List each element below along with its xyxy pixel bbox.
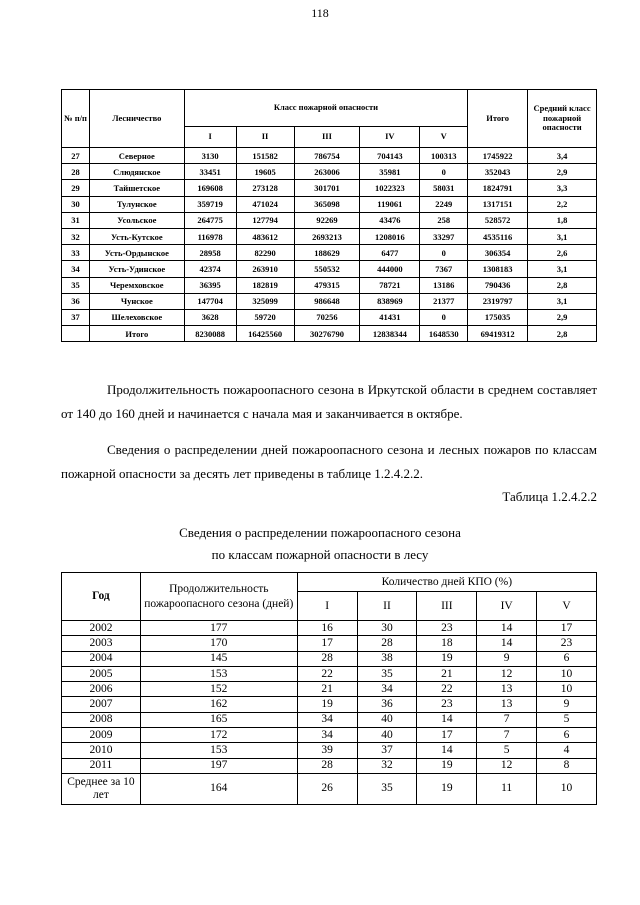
table-cell: 2009 (62, 728, 141, 743)
table-cell: 352043 (468, 164, 528, 180)
table-cell: 59720 (236, 309, 294, 325)
paragraph-distribution-info (61, 438, 597, 486)
table-cell: Среднее за 10 лет (62, 773, 141, 804)
table-cell: 1308183 (468, 261, 528, 277)
table-cell: Слюдянское (89, 164, 184, 180)
table-cell: 29 (62, 180, 90, 196)
table-cell: 4 (537, 743, 597, 758)
table-row (62, 164, 597, 180)
table-cell: 82290 (236, 245, 294, 261)
table-cell: 2,8 (528, 326, 597, 342)
table-cell: 2010 (62, 743, 141, 758)
table-cell: 2011 (62, 758, 141, 773)
table-cell: 3,1 (528, 228, 597, 244)
table-cell: Чунское (89, 293, 184, 309)
col-header-duration: Продолжительность пожароопасного сезона (дней) (140, 573, 297, 621)
table-caption: Таблица 1.2.4.2.2 (502, 489, 597, 504)
col-header-class-3: III (294, 127, 360, 148)
col-header-total: Итого (468, 90, 528, 148)
table-row (62, 636, 597, 651)
table-row (62, 228, 597, 244)
table-cell: 13186 (420, 277, 468, 293)
table-row (62, 148, 597, 164)
table-cell: 127794 (236, 212, 294, 228)
table-cell: 40 (357, 712, 417, 727)
table-row (62, 651, 597, 666)
table-cell: 2693213 (294, 228, 360, 244)
table-cell: Тайшетское (89, 180, 184, 196)
table-cell: Итого (89, 326, 184, 342)
table-cell: 365098 (294, 196, 360, 212)
table-title-line-2: по классам пожарной опасности в лесу (211, 547, 429, 562)
table-cell: 263006 (294, 164, 360, 180)
table-cell: Усть-Кутское (89, 228, 184, 244)
table-cell: Усть-Ордынское (89, 245, 184, 261)
table-cell: 169608 (184, 180, 236, 196)
table-cell: 30 (357, 621, 417, 636)
table-cell: 1022323 (360, 180, 420, 196)
table-cell: 2008 (62, 712, 141, 727)
table-cell: 2,9 (528, 164, 597, 180)
table-cell: 8 (537, 758, 597, 773)
table-cell: 35 (62, 277, 90, 293)
table-cell: 19 (417, 758, 477, 773)
table-row (62, 293, 597, 309)
table-cell: 19 (297, 697, 357, 712)
table-cell: 301701 (294, 180, 360, 196)
col-header-fire-class-group: Класс пожарной опасности (184, 90, 467, 127)
table-cell: 37 (62, 309, 90, 325)
table-cell: 34 (357, 682, 417, 697)
table-cell: 21377 (420, 293, 468, 309)
table-cell: 790436 (468, 277, 528, 293)
col-header-avg-class: Средний класс пожарной опасности (528, 90, 597, 148)
col-header-class-2: II (236, 127, 294, 148)
table-cell: 70256 (294, 309, 360, 325)
col-header-class-5: V (420, 127, 468, 148)
table-cell: 119061 (360, 196, 420, 212)
table-cell: 258 (420, 212, 468, 228)
table-cell: 182819 (236, 277, 294, 293)
table-cell: 27 (62, 148, 90, 164)
table-cell: 4535116 (468, 228, 528, 244)
table-row (62, 682, 597, 697)
table-cell: 188629 (294, 245, 360, 261)
table-cell: 12 (477, 758, 537, 773)
table-cell: 23 (417, 621, 477, 636)
table-cell: 147704 (184, 293, 236, 309)
table-row (62, 666, 597, 681)
table-row (62, 261, 597, 277)
table-cell (62, 326, 90, 342)
fire-season-distribution-table (61, 572, 597, 805)
table-cell: 2005 (62, 666, 141, 681)
table-cell: 152 (140, 682, 297, 697)
table-cell: 30 (62, 196, 90, 212)
col-header-year: Год (62, 573, 141, 621)
table-cell: Тулунское (89, 196, 184, 212)
table-cell: 444000 (360, 261, 420, 277)
table-cell: 2006 (62, 682, 141, 697)
table-cell: 479315 (294, 277, 360, 293)
table-cell: 2,2 (528, 196, 597, 212)
table-cell: 483612 (236, 228, 294, 244)
col-header-class-1: I (184, 127, 236, 148)
table-cell: 172 (140, 728, 297, 743)
table-cell: 35 (357, 666, 417, 681)
table-cell: Шелеховское (89, 309, 184, 325)
table-cell: 177 (140, 621, 297, 636)
table-row (62, 728, 597, 743)
table-cell: 17 (417, 728, 477, 743)
table-cell: 164 (140, 773, 297, 804)
table-cell: 10 (537, 773, 597, 804)
table-cell: 38 (357, 651, 417, 666)
table-cell: 69419312 (468, 326, 528, 342)
table-cell: 10 (537, 666, 597, 681)
table-cell: 26 (297, 773, 357, 804)
table-cell: 6 (537, 728, 597, 743)
table-cell: 6 (537, 651, 597, 666)
table-cell: 22 (417, 682, 477, 697)
table-cell: 7 (477, 728, 537, 743)
table-cell: 0 (420, 309, 468, 325)
col-header-class-4: IV (360, 127, 420, 148)
table-cell: 7 (477, 712, 537, 727)
table-cell: 23 (537, 636, 597, 651)
table-cell: 359719 (184, 196, 236, 212)
table-cell: 12 (477, 666, 537, 681)
table-cell: 170 (140, 636, 297, 651)
table-row (62, 277, 597, 293)
table-cell: 40 (357, 728, 417, 743)
table-cell: 550532 (294, 261, 360, 277)
table-cell: 78721 (360, 277, 420, 293)
table-cell: 92269 (294, 212, 360, 228)
table-cell: 838969 (360, 293, 420, 309)
table-cell: 18 (417, 636, 477, 651)
table-cell: 37 (357, 743, 417, 758)
table-cell: 263910 (236, 261, 294, 277)
table-cell: 36 (62, 293, 90, 309)
table-cell: Черемховское (89, 277, 184, 293)
table-row (62, 758, 597, 773)
table-cell: 41431 (360, 309, 420, 325)
table-cell: 2,9 (528, 309, 597, 325)
table-cell: 273128 (236, 180, 294, 196)
table-cell: 162 (140, 697, 297, 712)
table-average-row (62, 773, 597, 804)
table-cell: 1745922 (468, 148, 528, 164)
table-cell: 21 (297, 682, 357, 697)
table-cell: 0 (420, 245, 468, 261)
table-cell: 100313 (420, 148, 468, 164)
table-cell: 5 (537, 712, 597, 727)
table-cell: 175035 (468, 309, 528, 325)
col-header-kpo-4: IV (477, 592, 537, 621)
col-header-kpo-2: II (357, 592, 417, 621)
table-cell: Северное (89, 148, 184, 164)
table-cell: 306354 (468, 245, 528, 261)
table-cell: 36 (357, 697, 417, 712)
table-cell: 3,1 (528, 261, 597, 277)
table-cell: 28 (62, 164, 90, 180)
table-cell: 14 (417, 712, 477, 727)
table-cell: 1,8 (528, 212, 597, 228)
table-cell: 5 (477, 743, 537, 758)
table-cell: 2,8 (528, 277, 597, 293)
table-cell: 21 (417, 666, 477, 681)
table-cell: 0 (420, 164, 468, 180)
table-row (62, 180, 597, 196)
table-cell: 2003 (62, 636, 141, 651)
table-cell: 151582 (236, 148, 294, 164)
table-cell: 9 (477, 651, 537, 666)
table-cell: 116978 (184, 228, 236, 244)
col-header-forestry: Лесничество (89, 90, 184, 148)
table-cell: 6477 (360, 245, 420, 261)
table-row (62, 309, 597, 325)
page-number: 118 (311, 6, 329, 20)
table-cell: 786754 (294, 148, 360, 164)
table-cell: 3130 (184, 148, 236, 164)
table-cell: 7367 (420, 261, 468, 277)
table-cell: 17 (297, 636, 357, 651)
table-cell: 32 (357, 758, 417, 773)
table-cell: 1824791 (468, 180, 528, 196)
table-cell: 34 (62, 261, 90, 277)
table-cell: 58031 (420, 180, 468, 196)
table-cell: 11 (477, 773, 537, 804)
table-cell: 2007 (62, 697, 141, 712)
table-cell: 2002 (62, 621, 141, 636)
table-cell: 16425560 (236, 326, 294, 342)
paragraph-text: Сведения о распределении дней пожароопасного сезона и лесных пожаров по классам пожарной опасности за десять лет приведены в таблице 1.2.4.2.2. (61, 442, 597, 481)
table-cell: 31 (62, 212, 90, 228)
table-row (62, 212, 597, 228)
table-cell: 16 (297, 621, 357, 636)
table-cell: 28 (357, 636, 417, 651)
table-cell: 3628 (184, 309, 236, 325)
table-cell: 32 (62, 228, 90, 244)
table-cell: 34 (297, 712, 357, 727)
table-cell: Усольское (89, 212, 184, 228)
table-cell: 8230088 (184, 326, 236, 342)
table-cell: 28 (297, 758, 357, 773)
table-cell: 325099 (236, 293, 294, 309)
table-cell: 35981 (360, 164, 420, 180)
table-cell: 17 (537, 621, 597, 636)
table-cell: 165 (140, 712, 297, 727)
table-cell: 13 (477, 697, 537, 712)
col-header-kpo-3: III (417, 592, 477, 621)
table-cell: 34 (297, 728, 357, 743)
table-cell: 33 (62, 245, 90, 261)
table-cell: 19 (417, 651, 477, 666)
table-cell: 33451 (184, 164, 236, 180)
table-cell: 35 (357, 773, 417, 804)
table-cell: 36395 (184, 277, 236, 293)
table-cell: 2,6 (528, 245, 597, 261)
table-cell: 3,4 (528, 148, 597, 164)
table-cell: 145 (140, 651, 297, 666)
table-cell: 12838344 (360, 326, 420, 342)
table-cell: 197 (140, 758, 297, 773)
table-cell: 39 (297, 743, 357, 758)
table-cell: 264775 (184, 212, 236, 228)
table-cell: 153 (140, 666, 297, 681)
table-cell: 704143 (360, 148, 420, 164)
table-cell: 3,1 (528, 293, 597, 309)
table-cell: 3,3 (528, 180, 597, 196)
forestry-fire-class-table (61, 89, 597, 342)
table-row (62, 712, 597, 727)
col-header-kpo-1: I (297, 592, 357, 621)
table-cell: 2249 (420, 196, 468, 212)
paragraph-text: Продолжительность пожароопасного сезона в Иркутской области в среднем составляет от 140 до 160 дней и начинается с начала мая и заканчивается в октябре. (61, 382, 597, 421)
table-cell: 33297 (420, 228, 468, 244)
table-cell: Усть-Удинское (89, 261, 184, 277)
col-header-kpo-group: Количество дней КПО (%) (297, 573, 596, 592)
table-cell: 471024 (236, 196, 294, 212)
table-cell: 43476 (360, 212, 420, 228)
table-cell: 1648530 (420, 326, 468, 342)
table-cell: 986648 (294, 293, 360, 309)
table-cell: 30276790 (294, 326, 360, 342)
table-cell: 1208016 (360, 228, 420, 244)
table-cell: 1317151 (468, 196, 528, 212)
table-row (62, 697, 597, 712)
col-header-number: № п/п (62, 90, 90, 148)
table-cell: 2319797 (468, 293, 528, 309)
table-cell: 14 (477, 621, 537, 636)
table-cell: 9 (537, 697, 597, 712)
table-cell: 2004 (62, 651, 141, 666)
table-row (62, 743, 597, 758)
table-row (62, 196, 597, 212)
table-row (62, 245, 597, 261)
table-cell: 14 (477, 636, 537, 651)
table-cell: 19605 (236, 164, 294, 180)
table-cell: 22 (297, 666, 357, 681)
table-cell: 23 (417, 697, 477, 712)
table-cell: 13 (477, 682, 537, 697)
table-cell: 28 (297, 651, 357, 666)
table-cell: 14 (417, 743, 477, 758)
table-cell: 28958 (184, 245, 236, 261)
table-cell: 528572 (468, 212, 528, 228)
table-cell: 42374 (184, 261, 236, 277)
table-cell: 19 (417, 773, 477, 804)
table-title-line-1: Сведения о распределении пожароопасного сезона (179, 525, 461, 540)
col-header-kpo-5: V (537, 592, 597, 621)
table-total-row (62, 326, 597, 342)
table-cell: 153 (140, 743, 297, 758)
paragraph-season-duration (61, 378, 597, 426)
table-row (62, 621, 597, 636)
table-cell: 10 (537, 682, 597, 697)
